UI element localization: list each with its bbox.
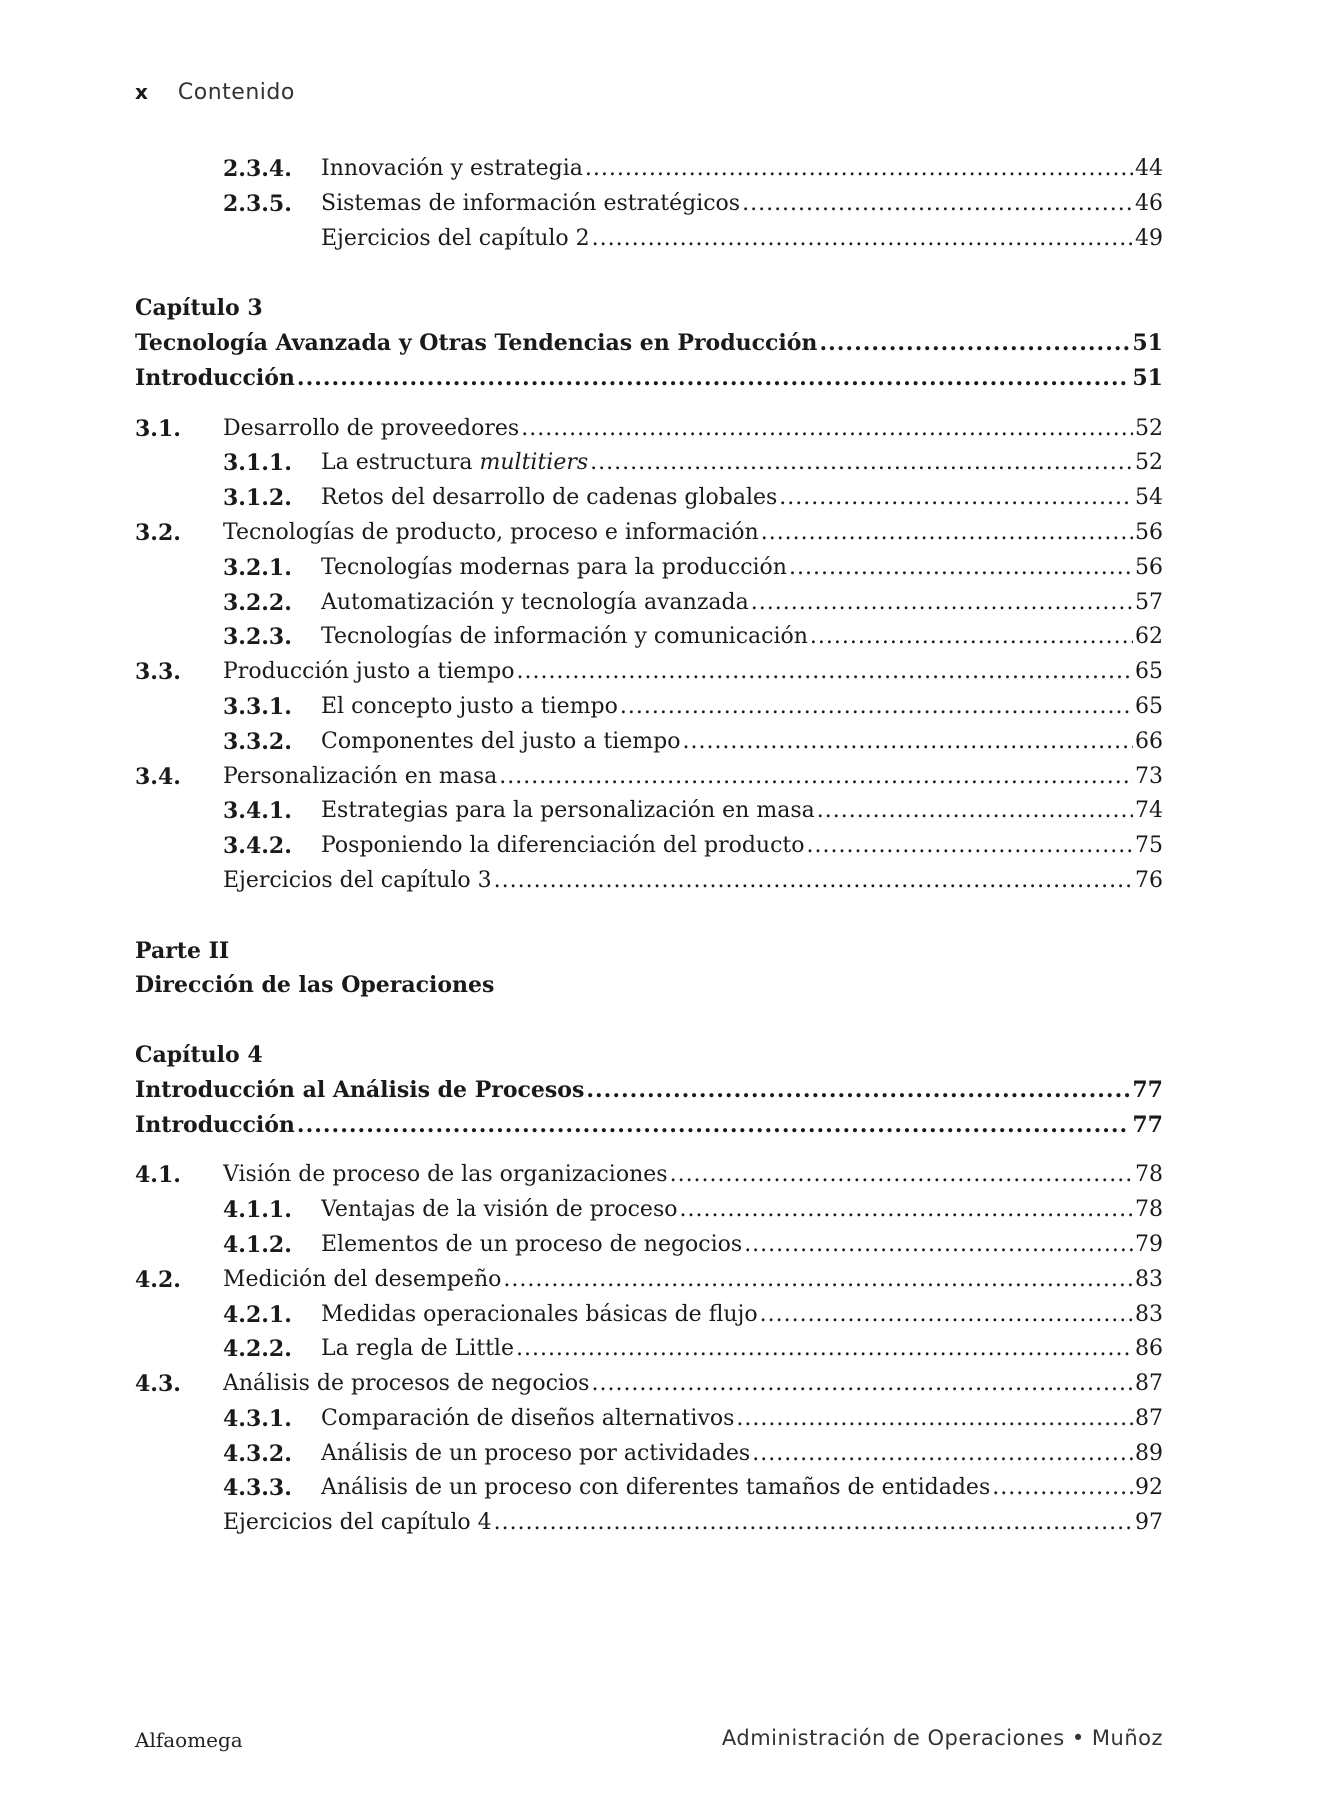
toc-entry[interactable] — [135, 1437, 1163, 1472]
toc-entry-page-number: 46 — [1135, 190, 1163, 216]
toc-entry-title — [321, 222, 590, 257]
toc-entry-number: 4.1.2. — [223, 1231, 292, 1258]
toc-entry-line — [321, 586, 1163, 621]
toc-entry[interactable] — [135, 551, 1163, 586]
toc-entry-number: 4.2. — [135, 1266, 181, 1293]
toc-entry[interactable] — [135, 481, 1163, 516]
toc-entry-number: 4.1. — [135, 1162, 181, 1189]
toc-entry-title-text: Tecnologías de información y comunicación — [321, 624, 808, 650]
toc-entry-title — [321, 446, 588, 481]
toc-entry[interactable] — [135, 690, 1163, 725]
toc-entry-title-text: Producción justo a tiempo — [223, 659, 515, 685]
dot-leader — [819, 326, 1130, 361]
toc-entry-line — [223, 1367, 1163, 1402]
toc-entry-line — [135, 1108, 1163, 1143]
toc-entry-title — [223, 760, 497, 795]
toc-entry-line — [321, 1437, 1163, 1472]
toc-entry[interactable] — [135, 620, 1163, 655]
dot-leader — [494, 864, 1133, 899]
toc-entry-title-text: Ejercicios del capítulo 3 — [223, 867, 492, 893]
toc-entry-title — [321, 690, 618, 725]
toc-entry-page-number: 97 — [1135, 1510, 1163, 1536]
dot-leader — [670, 1158, 1133, 1193]
dot-leader — [992, 1471, 1133, 1506]
toc-entry-title — [223, 1263, 501, 1298]
toc-entry-number: 3.2.3. — [223, 624, 292, 651]
toc-entry-number: 3.3.2. — [223, 728, 292, 755]
toc-entry-line — [321, 152, 1163, 187]
toc-entry[interactable] — [135, 516, 1163, 551]
toc-entry-title — [223, 655, 514, 690]
toc-entry-line — [321, 1402, 1163, 1437]
toc-entry-title — [223, 516, 759, 551]
toc-entry-title-text: Tecnologías de producto, proceso e información — [223, 519, 759, 545]
footer-book-title: Administración de Operaciones • Muñoz — [721, 1726, 1163, 1750]
toc-entry-line — [321, 187, 1163, 222]
toc-spacer — [135, 1003, 1163, 1038]
toc-entry-line — [223, 1158, 1163, 1193]
toc-entry-line — [223, 516, 1163, 551]
toc-entry-line — [321, 620, 1163, 655]
toc-entry-number: 3.1.1. — [223, 450, 292, 477]
toc-entry-title — [321, 1332, 514, 1367]
dot-leader — [742, 187, 1133, 222]
toc-entry-page-number: 75 — [1135, 833, 1163, 859]
toc-entry-title-text: Componentes del justo a tiempo — [321, 728, 681, 754]
toc-entry[interactable] — [135, 1506, 1163, 1541]
toc-entry[interactable] — [135, 1193, 1163, 1228]
toc-entry-number: 2.3.5. — [223, 190, 292, 217]
toc-entry-title-text: Introducción — [135, 1111, 295, 1138]
toc-entry[interactable] — [135, 1073, 1163, 1108]
dot-leader — [590, 446, 1133, 481]
toc-entry-number: 3.4. — [135, 763, 181, 790]
toc-entry-page-number: 79 — [1135, 1231, 1163, 1257]
toc-entry-number: 3.3. — [135, 659, 181, 686]
toc-entry-title-text: Visión de proceso de las organizaciones — [223, 1162, 668, 1188]
toc-spacer — [135, 899, 1163, 934]
toc-entry-title — [223, 1506, 492, 1541]
toc-entry[interactable] — [135, 187, 1163, 222]
toc-entry[interactable] — [135, 725, 1163, 760]
toc-entry-title — [321, 620, 808, 655]
toc-entry-title-text: Innovación y estrategia — [321, 156, 583, 181]
footer-publisher: Alfaomega — [135, 1728, 243, 1752]
toc-entry-page-number: 77 — [1132, 1111, 1163, 1138]
toc-entry-page-number: 56 — [1135, 519, 1163, 545]
toc-entry-title — [321, 1402, 734, 1437]
dot-leader — [779, 481, 1133, 516]
dot-leader — [592, 222, 1133, 257]
toc-entry-number: 4.2.1. — [223, 1301, 292, 1328]
toc-spacer — [135, 1142, 1163, 1158]
toc-entry-title-text: Análisis de un proceso por actividades — [321, 1440, 751, 1466]
toc-entry-title-text: Análisis de un proceso con diferentes tamaños de entidades — [321, 1475, 991, 1501]
toc-entry-page-number: 83 — [1135, 1266, 1163, 1292]
toc-entry-number: 4.1.1. — [223, 1197, 292, 1224]
toc-entry[interactable] — [135, 1263, 1163, 1298]
toc-entry-page-number: 49 — [1135, 225, 1163, 251]
toc-entry-line — [223, 760, 1163, 795]
toc-entry-line — [135, 326, 1163, 361]
dot-leader — [807, 829, 1134, 864]
toc-entry-title-text: La regla de Little — [321, 1336, 514, 1362]
toc-entry[interactable] — [135, 586, 1163, 621]
toc-entry-page-number: 83 — [1135, 1301, 1163, 1327]
toc-heading: Capítulo 3 — [135, 295, 263, 322]
toc-entry-line — [321, 551, 1163, 586]
dot-leader — [499, 760, 1133, 795]
toc-entry-line — [223, 1506, 1163, 1541]
running-head-title: Contenido — [177, 80, 295, 105]
toc-entry-page-number: 44 — [1135, 156, 1163, 181]
dot-leader — [516, 655, 1133, 690]
dot-leader — [752, 1437, 1133, 1472]
running-head — [135, 80, 295, 120]
toc-entry-line — [321, 1193, 1163, 1228]
toc-entry-line — [321, 1471, 1163, 1506]
toc-entry[interactable] — [135, 1228, 1163, 1263]
toc-entry-page-number: 52 — [1135, 450, 1163, 476]
toc-entry-title-italic: multitiers — [479, 450, 589, 476]
toc-entry[interactable] — [135, 152, 1163, 187]
toc-entry-title — [321, 1228, 742, 1263]
dot-leader — [516, 1332, 1133, 1367]
dot-leader — [297, 361, 1130, 396]
toc-entry[interactable] — [135, 1298, 1163, 1333]
toc-entry-number: 3.4.2. — [223, 833, 292, 860]
toc-entry-number: 3.2.2. — [223, 589, 292, 616]
toc-entry[interactable] — [135, 655, 1163, 690]
toc-entry-line — [223, 1263, 1163, 1298]
toc-entry-page-number: 56 — [1135, 554, 1163, 580]
toc-entry-page-number: 65 — [1135, 659, 1163, 685]
toc-entry-page-number: 87 — [1135, 1371, 1163, 1397]
toc-entry-number: 3.2. — [135, 519, 181, 546]
toc-entry-title — [321, 586, 749, 621]
toc-entry[interactable] — [135, 1108, 1163, 1143]
toc-entry[interactable] — [135, 794, 1163, 829]
dot-leader — [503, 1263, 1133, 1298]
toc-entry-page-number: 51 — [1132, 329, 1163, 356]
toc-entry-line — [321, 446, 1163, 481]
toc-entry-title — [321, 1471, 990, 1506]
toc-entry-line — [321, 690, 1163, 725]
toc-spacer — [135, 396, 1163, 412]
toc-entry-line — [135, 361, 1163, 396]
toc-entry-title-text: La estructura — [321, 450, 480, 476]
toc-entry-title — [321, 152, 583, 187]
toc-entry-line — [321, 1332, 1163, 1367]
toc-entry-title-text: Ejercicios del capítulo 4 — [223, 1510, 492, 1536]
toc-entry-number: 3.1. — [135, 415, 181, 442]
toc-entry-title-text: Medidas operacionales básicas de flujo — [321, 1301, 758, 1327]
toc-entry-page-number: 57 — [1135, 589, 1163, 615]
toc-entry-number: 4.3.1. — [223, 1405, 292, 1432]
dot-leader — [744, 1228, 1133, 1263]
dot-leader — [591, 1367, 1133, 1402]
toc-entry-line — [321, 725, 1163, 760]
toc-entry-title-text: Tecnologías modernas para la producción — [321, 554, 787, 580]
toc-entry-number: 3.4.1. — [223, 798, 292, 825]
toc-entry-title-text: Análisis de procesos de negocios — [223, 1371, 590, 1397]
dot-leader — [760, 1298, 1133, 1333]
dot-leader — [494, 1506, 1133, 1541]
table-of-contents — [135, 152, 1163, 1541]
toc-entry-title — [135, 1108, 295, 1143]
dot-leader — [620, 690, 1133, 725]
dot-leader — [810, 620, 1133, 655]
toc-entry-page-number: 92 — [1135, 1475, 1163, 1501]
toc-entry-page-number: 76 — [1135, 867, 1163, 893]
dot-leader — [789, 551, 1133, 586]
dot-leader — [682, 725, 1133, 760]
toc-entry[interactable] — [135, 1367, 1163, 1402]
toc-entry-number: 3.1.2. — [223, 485, 292, 512]
toc-entry-line — [321, 1228, 1163, 1263]
toc-entry-page-number: 77 — [1132, 1076, 1163, 1103]
dot-leader — [751, 586, 1133, 621]
toc-entry-page-number: 89 — [1135, 1440, 1163, 1466]
toc-entry-title-text: Elementos de un proceso de negocios — [321, 1231, 743, 1257]
toc-entry-title — [223, 1158, 668, 1193]
toc-entry[interactable] — [135, 1158, 1163, 1193]
toc-entry-title — [321, 725, 680, 760]
toc-entry-title — [223, 412, 519, 447]
toc-heading: Parte II — [135, 937, 230, 964]
toc-entry-title — [135, 361, 295, 396]
dot-leader — [521, 412, 1133, 447]
toc-entry-title-text: El concepto justo a tiempo — [321, 693, 618, 719]
toc-entry-page-number: 86 — [1135, 1336, 1163, 1362]
toc-entry[interactable] — [135, 1402, 1163, 1437]
dot-leader — [586, 1073, 1130, 1108]
toc-entry-number: 4.3.2. — [223, 1440, 292, 1467]
toc-entry-page-number: 54 — [1135, 485, 1163, 511]
toc-entry-title-text: Introducción al Análisis de Procesos — [135, 1076, 585, 1103]
toc-entry-page-number: 62 — [1135, 624, 1163, 650]
toc-entry-page-number: 51 — [1132, 364, 1163, 391]
dot-leader — [585, 152, 1133, 187]
toc-heading: Capítulo 4 — [135, 1041, 263, 1068]
toc-entry-title-text: Medición del desempeño — [223, 1266, 502, 1292]
toc-entry-line — [223, 412, 1163, 447]
toc-entry[interactable] — [135, 222, 1163, 257]
page-number-roman: x — [135, 80, 148, 104]
toc-entry-line — [321, 1298, 1163, 1333]
toc-entry-title — [321, 187, 740, 222]
toc-entry-line — [223, 655, 1163, 690]
toc-entry-title — [321, 1298, 758, 1333]
toc-entry-page-number: 78 — [1135, 1197, 1163, 1223]
toc-entry-title — [321, 1193, 678, 1228]
toc-entry-title-text: Desarrollo de proveedores — [223, 415, 520, 441]
toc-entry[interactable] — [135, 446, 1163, 481]
toc-entry-title-text: Estrategias para la personalización en masa — [321, 798, 815, 824]
toc-entry-title-text: Automatización y tecnología avanzada — [321, 589, 749, 615]
toc-entry-page-number: 65 — [1135, 693, 1163, 719]
toc-entry-number: 2.3.4. — [223, 156, 292, 182]
toc-entry-page-number: 78 — [1135, 1162, 1163, 1188]
toc-entry-title-text: Ventajas de la visión de proceso — [321, 1197, 678, 1223]
toc-entry-number: 4.3.3. — [223, 1475, 292, 1502]
toc-entry[interactable] — [135, 361, 1163, 396]
toc-entry[interactable] — [135, 326, 1163, 361]
toc-entry-line — [321, 829, 1163, 864]
toc-entry-number: 4.3. — [135, 1371, 181, 1398]
toc-entry-page-number: 87 — [1135, 1405, 1163, 1431]
toc-entry[interactable] — [135, 1471, 1163, 1506]
toc-entry-line — [135, 1073, 1163, 1108]
toc-entry[interactable] — [135, 760, 1163, 795]
toc-entry-title-text: Tecnología Avanzada y Otras Tendencias en Producción — [135, 329, 818, 356]
toc-entry-number: 3.2.1. — [223, 554, 292, 581]
toc-entry-title-text: Sistemas de información estratégicos — [321, 190, 741, 216]
toc-entry[interactable] — [135, 1332, 1163, 1367]
toc-entry[interactable] — [135, 412, 1163, 447]
dot-leader — [736, 1402, 1133, 1437]
toc-entry-line — [321, 222, 1163, 257]
toc-entry-title-text: Retos del desarrollo de cadenas globales — [321, 485, 778, 511]
toc-entry-page-number: 66 — [1135, 728, 1163, 754]
dot-leader — [817, 794, 1133, 829]
toc-entry-title — [223, 1367, 589, 1402]
toc-entry-title — [321, 1437, 750, 1472]
toc-entry-number: 4.2.2. — [223, 1336, 292, 1363]
toc-entry-page-number: 73 — [1135, 763, 1163, 789]
toc-entry-page-number: 74 — [1135, 798, 1163, 824]
toc-entry-title — [135, 326, 817, 361]
toc-entry-title-text: Personalización en masa — [223, 763, 498, 789]
dot-leader — [680, 1193, 1134, 1228]
toc-entry-title — [321, 829, 805, 864]
toc-entry-title-text: Posponiendo la diferenciación del producto — [321, 833, 805, 859]
dot-leader — [297, 1108, 1130, 1143]
toc-entry-title-text: Comparación de diseños alternativos — [321, 1405, 735, 1431]
toc-entry-title — [135, 1073, 584, 1108]
toc-entry-title — [321, 551, 787, 586]
toc-entry-line — [321, 794, 1163, 829]
toc-entry-line — [223, 864, 1163, 899]
toc-entry-page-number: 52 — [1135, 415, 1163, 441]
toc-entry[interactable] — [135, 829, 1163, 864]
dot-leader — [761, 516, 1133, 551]
toc-entry-title — [223, 864, 492, 899]
toc-heading: Dirección de las Operaciones — [135, 972, 495, 999]
toc-entry-title — [321, 481, 777, 516]
toc-entry-title-text: Introducción — [135, 364, 295, 391]
toc-spacer — [135, 256, 1163, 291]
toc-entry-title — [321, 794, 815, 829]
toc-entry[interactable] — [135, 864, 1163, 899]
toc-entry-number: 3.3.1. — [223, 693, 292, 720]
toc-entry-line — [321, 481, 1163, 516]
toc-entry-title-text: Ejercicios del capítulo 2 — [321, 225, 590, 251]
